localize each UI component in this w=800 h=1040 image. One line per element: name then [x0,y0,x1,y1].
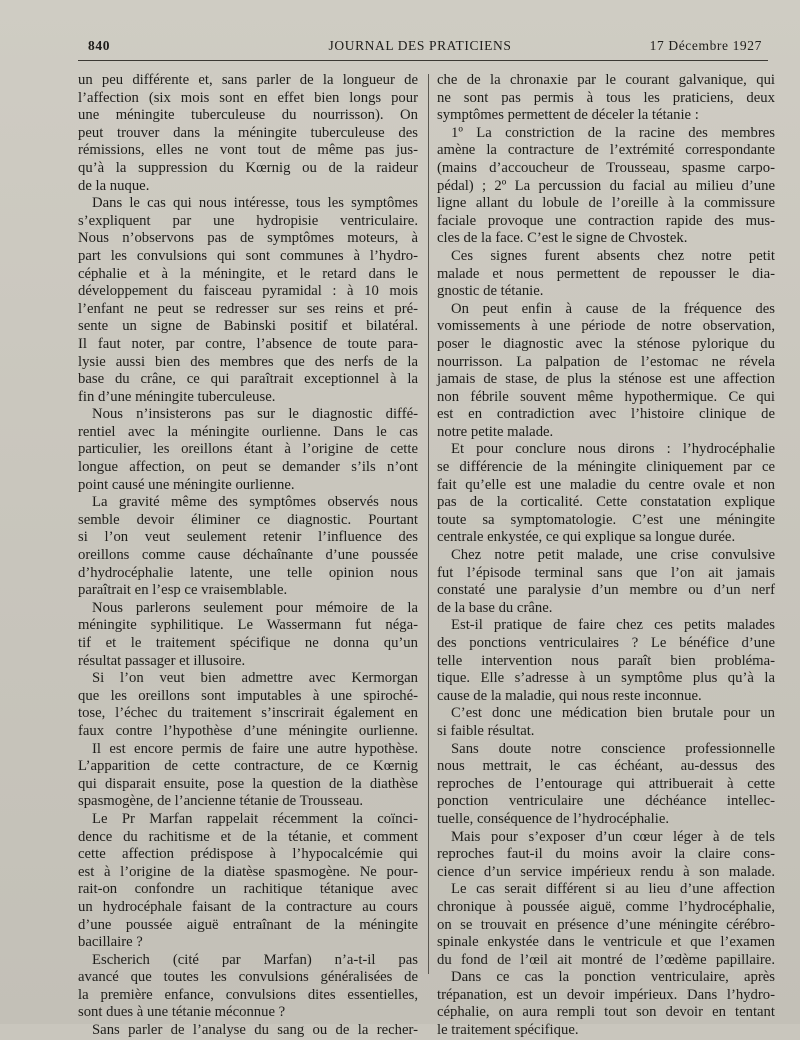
text-line: céphalie et à la méningite, et le retard dans le [78,265,418,282]
text-line: rémissions, elles ne vont tout de même pas jus- [78,142,418,159]
text-line: telle intervention nous paraît bien probléma- [437,652,775,669]
text-line: faciale provoque une contraction rapide des mus- [437,212,775,229]
issue-date: 17 Décembre 1927 [649,38,762,53]
text-line: On peut enfin à cause de la fréquence des [451,300,775,317]
text-line: Escherich (cité par Marfan) n’a-t-il pas [92,951,418,968]
text-line: particulier, les oreillons étant à l’origine de cette [78,441,418,458]
text-line: d’hydrocéphalie latente, une telle opinion nous [78,564,418,581]
text-line: l’enfant ne peut se redresser sur ses reins et pré- [78,300,418,317]
text-line: base du crâne, ce qui paraîtrait exceptionnel à la [78,371,418,388]
text-line: le traitement spécifique. [437,1022,579,1039]
text-line: un hydrocéphale faisant de la contracture au cours [78,898,418,915]
text-line: che de la chronaxie par le courant galvanique, qui [437,72,775,88]
text-line: rentiel avec la méningite ourlienne. Dans le cas [78,423,418,440]
text-line: 1º La constriction de la racine des membres [451,124,775,141]
column-divider [428,74,429,974]
text-line: nourrisson. La palpation de l’estomac ne révela [437,353,775,370]
text-line: notre petite malade. [437,423,554,440]
text-line: amène la contracture de l’extrémité correspondante [437,142,775,159]
text-line: Le Pr Marfan rappelait récemment la coïnci- [92,810,418,827]
text-line: Et pour conclure nous dirons : l’hydrocéphalie [451,441,775,458]
text-line: qu’à la suppression du Kœrnig ou de la raideur [78,159,418,176]
text-line: est à l’origine de la diatèse spasmogène. Ne pour- [78,863,418,880]
text-line: ne sont pas permis à tous les praticiens, deux [437,89,775,106]
text-line: reproches de l’entourage qui attribuerait à cette [437,775,775,792]
text-line: vomissements à une période de notre observation, [437,318,775,335]
text-line: dence du rachitisme et de la tétanie, et comment [78,828,418,845]
text-line: l’affection (six mois sont en effet bien longs pour [78,89,418,106]
text-line: la première enfance, convulsions dites essentielles, [78,986,418,1003]
text-line: se différencie de la méningite cliniquement par ce [437,459,775,476]
text-line: fait qu’elle est une maladie du centre ovale et non [437,476,775,493]
text-line: des ponctions ventriculaires ? Le bénéfice d’une [437,635,775,651]
text-line: qui disparait ensuite, pose la question de la diathèse [78,775,418,792]
text-line: bacillaire ? [78,934,143,951]
left-column [78,72,418,1040]
text-line: Il faut noter, par contre, l’absence de toute para- [78,335,418,352]
text-line: oreillons comme cause déchaînante d’une poussée [78,547,418,564]
text-line: centrale enkystée, ce qui explique sa longue durée. [437,529,736,546]
text-line: constaté une paralysie d’un membre ou d’un nerf [437,582,775,599]
text-line: s’expliquent par une hydropisie ventriculaire. [78,212,418,229]
text-line: La gravité même des symptômes observés nous [92,494,418,511]
text-line: paraîtrait en l’esp ce vraisemblable. [78,582,288,599]
text-line: est en contradiction avec l’histoire clinique de [437,406,775,423]
text-line: on se trouvait en présence d’une méningite cérébro- [437,916,775,933]
text-line: nous mettrait, le cas échéant, au-dessus des [437,758,775,775]
journal-title: JOURNAL DES PRATICIENS [328,38,512,53]
text-line: Nous n’insisterons pas sur le diagnostic diffé- [92,406,418,423]
text-line: méningite syphilitique. Le Wassermann fut néga- [78,617,418,634]
text-line: Sans parler de l’analyse du sang ou de la recher- [92,1022,418,1039]
text-line: point causé une méningite ourlienne. [78,476,295,493]
text-line: sente un signe de Babinski positif et bilatéral. [78,318,418,335]
text-line: avancé que toutes les convulsions généralisées de [78,969,418,986]
text-line: (mains d’accoucheur de Trousseau, spasme carpo- [437,159,775,176]
text-line: longue affection, on peut se demander s’ils n’ont [78,459,418,476]
text-line: sont dues à une tétanie méconnue ? [78,1004,286,1021]
text-line: fut l’épisode terminal sans que l’on ait jamais [437,564,775,581]
text-line: non fébrile souvent même hypothermique. Ce qui [437,388,775,405]
text-line: ligne allant du lobule de l’oreille à la commissure [437,195,775,212]
text-line: Nous parlerons seulement pour mémoire de la [92,599,418,616]
text-line: Le cas serait différent si au lieu d’une affection [451,881,775,898]
text-line: Dans ce cas la ponction ventriculaire, après [451,969,775,986]
text-line: fin d’une méningite tuberculeuse. [78,388,276,405]
text-line: Sans doute notre conscience professionnelle [451,740,775,757]
text-line: L’apparition de cette contracture, de ce Kœrnig [78,758,418,775]
text-line: si faible résultat. [437,722,535,739]
text-line: trépanation, est un devoir impérieux. Dans l’hydro- [437,986,775,1003]
text-line: d’une poussée aiguë entraînant de la méningite [78,916,418,933]
text-line: Si l’on veut bien admettre avec Kermorgan [92,670,418,687]
text-line: que les oreillons sont imputables à une spiroché- [78,687,418,704]
text-line: tuelle, conséquence de l’hydrocéphalie. [437,810,670,827]
text-line: une méningite tuberculeuse du nourrisson). On [78,107,418,124]
text-line: faux contre l’hypothèse d’une méningite ourlienne. [78,722,418,739]
page-number: 840 [88,38,111,53]
text-line: toute sa symptomatologie. C’est une méningite [437,511,775,528]
text-line: tique. Elle s’adresse à un symptôme plus qu’à la [437,670,775,687]
text-line: cause de la maladie, qui nous reste inconnue. [437,687,702,704]
right-column [437,72,775,1040]
text-line: cette affection prédispose à l’hypocalcémie qui [78,846,418,863]
text-line: peut trouver dans la méningite tuberculeuse des [78,124,418,141]
text-line: Chez notre petit malade, une crise convulsive [451,547,775,564]
text-line: Nous n’observons pas de symptômes moteurs, à [78,230,418,247]
text-line: développement du faisceau pyramidal : à 10 mois [78,283,418,300]
text-line: si l’on veut seulement retenir l’influence des [78,529,418,546]
text-line: spinale enkystée dans le ventricule et que l’examen [437,934,775,951]
text-line: de la base du crâne. [437,599,553,616]
text-line: jamais de stase, de plus la sténose est une affection [437,371,775,388]
text-line: pas de la corticalité. Cette constatation explique [437,494,775,511]
text-line: symptômes permettent de déceler la tétanie : [437,107,699,124]
text-line: part les convulsions qui sont communes à l’hydro- [78,247,418,264]
text-line: ponction ventriculaire une déchéance intellec- [437,793,775,810]
running-header [78,38,762,60]
text-line: Ces signes furent absents chez notre petit [451,247,775,264]
text-line: tose, l’échec du traitement s’inscrirait également en [78,705,418,722]
text-line: céphalie, on aura rempli tout son devoir en tentant [437,1004,775,1021]
text-line: cience d’un service impérieux rendu à son malade. [437,863,775,880]
text-line: semble devoir éliminer ce diagnostic. Pourtant [78,511,418,528]
text-line: rait-on confondre un rachitique tétanique avec [78,881,418,898]
text-line: malade et nous permettent de repousser le dia- [437,265,775,282]
text-line: Dans le cas qui nous intéresse, tous les symptômes [92,195,418,212]
text-line: cles de la face. C’est le signe de Chvostek. [437,230,688,247]
text-line: poser le diagnostic avec la sténose pylorique du [437,335,775,352]
text-line: Mais pour s’exposer d’un cœur léger à de tels [451,828,775,845]
text-line: tif et le traitement spécifique ne donna qu’un [78,635,418,651]
header-rule [78,60,768,61]
text-line: pédal) ; 2º La percussion du facial au milieu d’une [437,177,775,194]
text-line: un peu différente et, sans parler de la longueur de [78,72,418,88]
text-line: Est-il pratique de faire chez ces petits malades [451,617,775,634]
text-line: résultat passager et illusoire. [78,652,246,669]
text-line: Il est encore permis de faire une autre hypothèse. [92,740,418,757]
text-line: gnostic de tétanie. [437,283,544,300]
text-line: chronique à poussée aiguë, comme l’hydrocéphalie, [437,898,775,915]
text-line: du fond de l’œil ait montré de l’œdème papillaire. [437,951,775,968]
text-line: C’est donc une médication bien brutale pour un [451,705,775,722]
text-line: reproches faut-il du moins avoir la claire cons- [437,846,775,863]
text-line: lysie aussi bien des membres que des nerfs de la [78,353,418,370]
text-line: de la nuque. [78,177,150,194]
text-line: spasmogène, de l’ancienne tétanie de Trousseau. [78,793,364,810]
